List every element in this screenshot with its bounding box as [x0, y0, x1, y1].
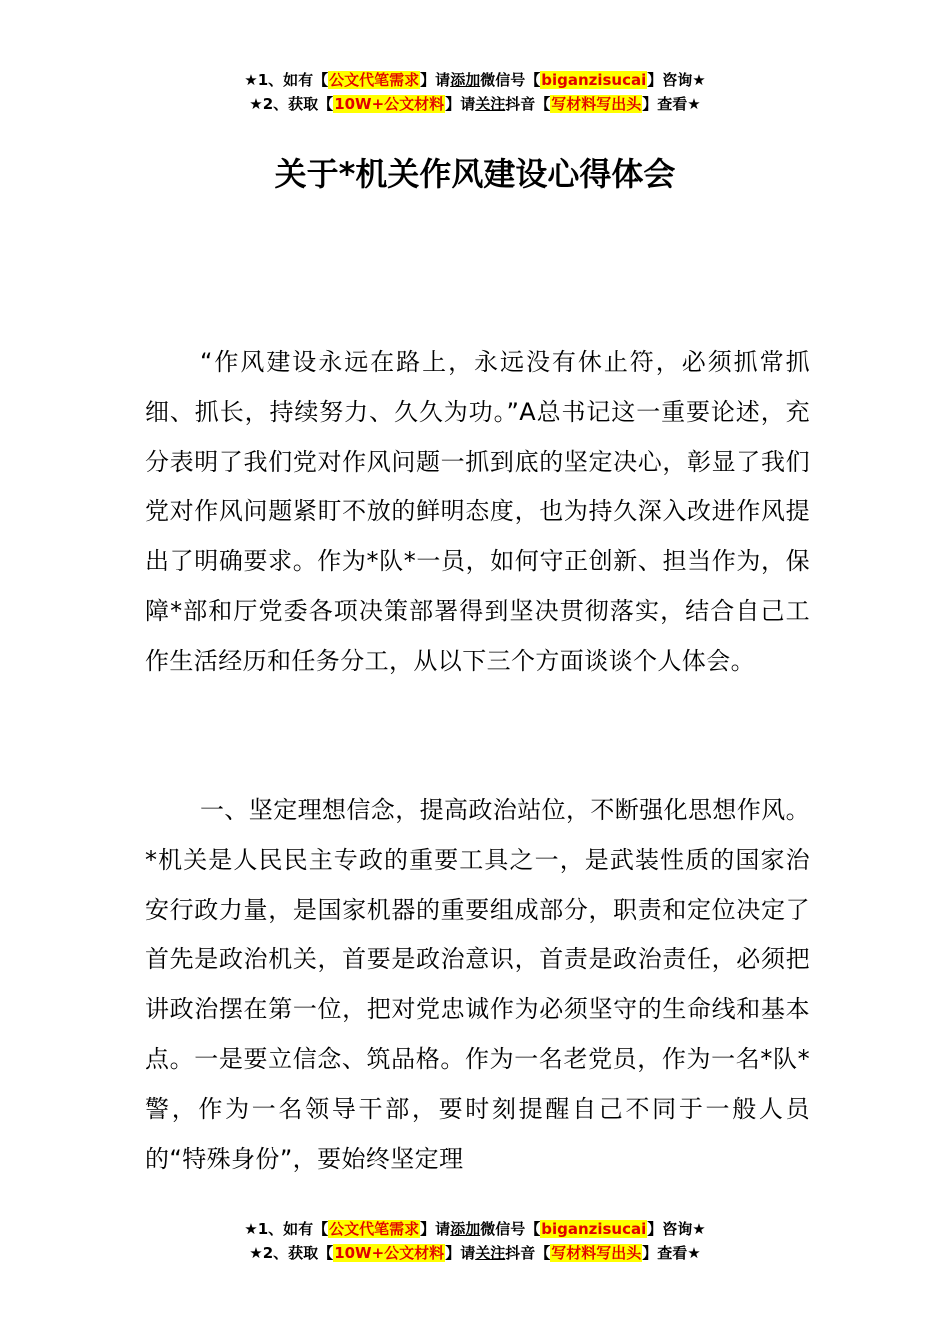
- promo-line-2: [0, 92, 950, 116]
- promo-wechat-id: biganzisucai: [541, 71, 647, 89]
- promo-text: ★2、获取【: [249, 95, 334, 113]
- promo-text: 】咨询★: [647, 1220, 706, 1238]
- promo-line-2: [0, 1241, 950, 1265]
- promo-text: 】请: [445, 1244, 476, 1262]
- promo-text: 】请: [445, 95, 476, 113]
- promo-text: ★1、如有【: [244, 71, 329, 89]
- promo-highlight: 10W+公文材料: [334, 95, 445, 113]
- promo-underline: 关注: [475, 95, 506, 113]
- promo-text: 】请: [420, 71, 451, 89]
- promo-line-1: [0, 1217, 950, 1241]
- body-paragraph-1: “作风建设永远在路上，永远没有休止符，必须抓常抓细、抓长，持续努力、久久为功。”A总书记这一重要论述，充分表明了我们党对作风问题一抓到底的坚定决心，彰显了我们党对作风问题紧盯不放的鲜明态度，也为持久深入改进作风提出了明确要求。作为*队*一员，如何守正创新、担当作为，保障*部和厅党委各项决策部署得到坚决贯彻落实，结合自己工作生活经历和任务分工，从以下三个方面谈谈个人体会。: [145, 348, 810, 675]
- promo-underline: 添加: [450, 1220, 481, 1238]
- body-paragraph-2: 一、坚定理想信念，提高政治站位，不断强化思想作风。*机关是人民民主专政的重要工具之一，是武装性质的国家治安行政力量，是国家机器的重要组成部分，职责和定位决定了首先是政治机关，首要是政治意识，首责是政治责任，必须把讲政治摆在第一位，把对党忠诚作为必须坚守的生命线和基本点。一是要立信念、筑品格。作为一名老党员，作为一名*队*警，作为一名领导干部，要时刻提醒自己不同于一般人员的“特殊身份”，要始终坚定理: [145, 796, 810, 1173]
- promo-text: 】咨询★: [647, 71, 706, 89]
- promo-underline: 关注: [475, 1244, 506, 1262]
- promo-line-1: [0, 68, 950, 92]
- promo-text: 微信号【: [480, 1220, 541, 1238]
- promo-douyin-id: 写材料写出头: [551, 1244, 642, 1262]
- promo-text: 抖音【: [505, 95, 551, 113]
- footer-promo-banner: [0, 1217, 950, 1265]
- promo-text: 微信号【: [480, 71, 541, 89]
- promo-underline: 添加: [450, 71, 481, 89]
- promo-text: ★1、如有【: [244, 1220, 329, 1238]
- header-promo-banner: [0, 68, 950, 116]
- document-title: 关于*机关作风建设心得体会: [274, 155, 676, 193]
- promo-highlight: 10W+公文材料: [334, 1244, 445, 1262]
- promo-wechat-id: biganzisucai: [541, 1220, 647, 1238]
- promo-douyin-id: 写材料写出头: [551, 95, 642, 113]
- promo-text: 抖音【: [505, 1244, 551, 1262]
- promo-text: ★2、获取【: [249, 1244, 334, 1262]
- promo-text: 】查看★: [642, 1244, 701, 1262]
- promo-highlight: 公文代笔需求: [329, 71, 420, 89]
- promo-text: 】查看★: [642, 95, 701, 113]
- promo-text: 】请: [420, 1220, 451, 1238]
- promo-highlight: 公文代笔需求: [329, 1220, 420, 1238]
